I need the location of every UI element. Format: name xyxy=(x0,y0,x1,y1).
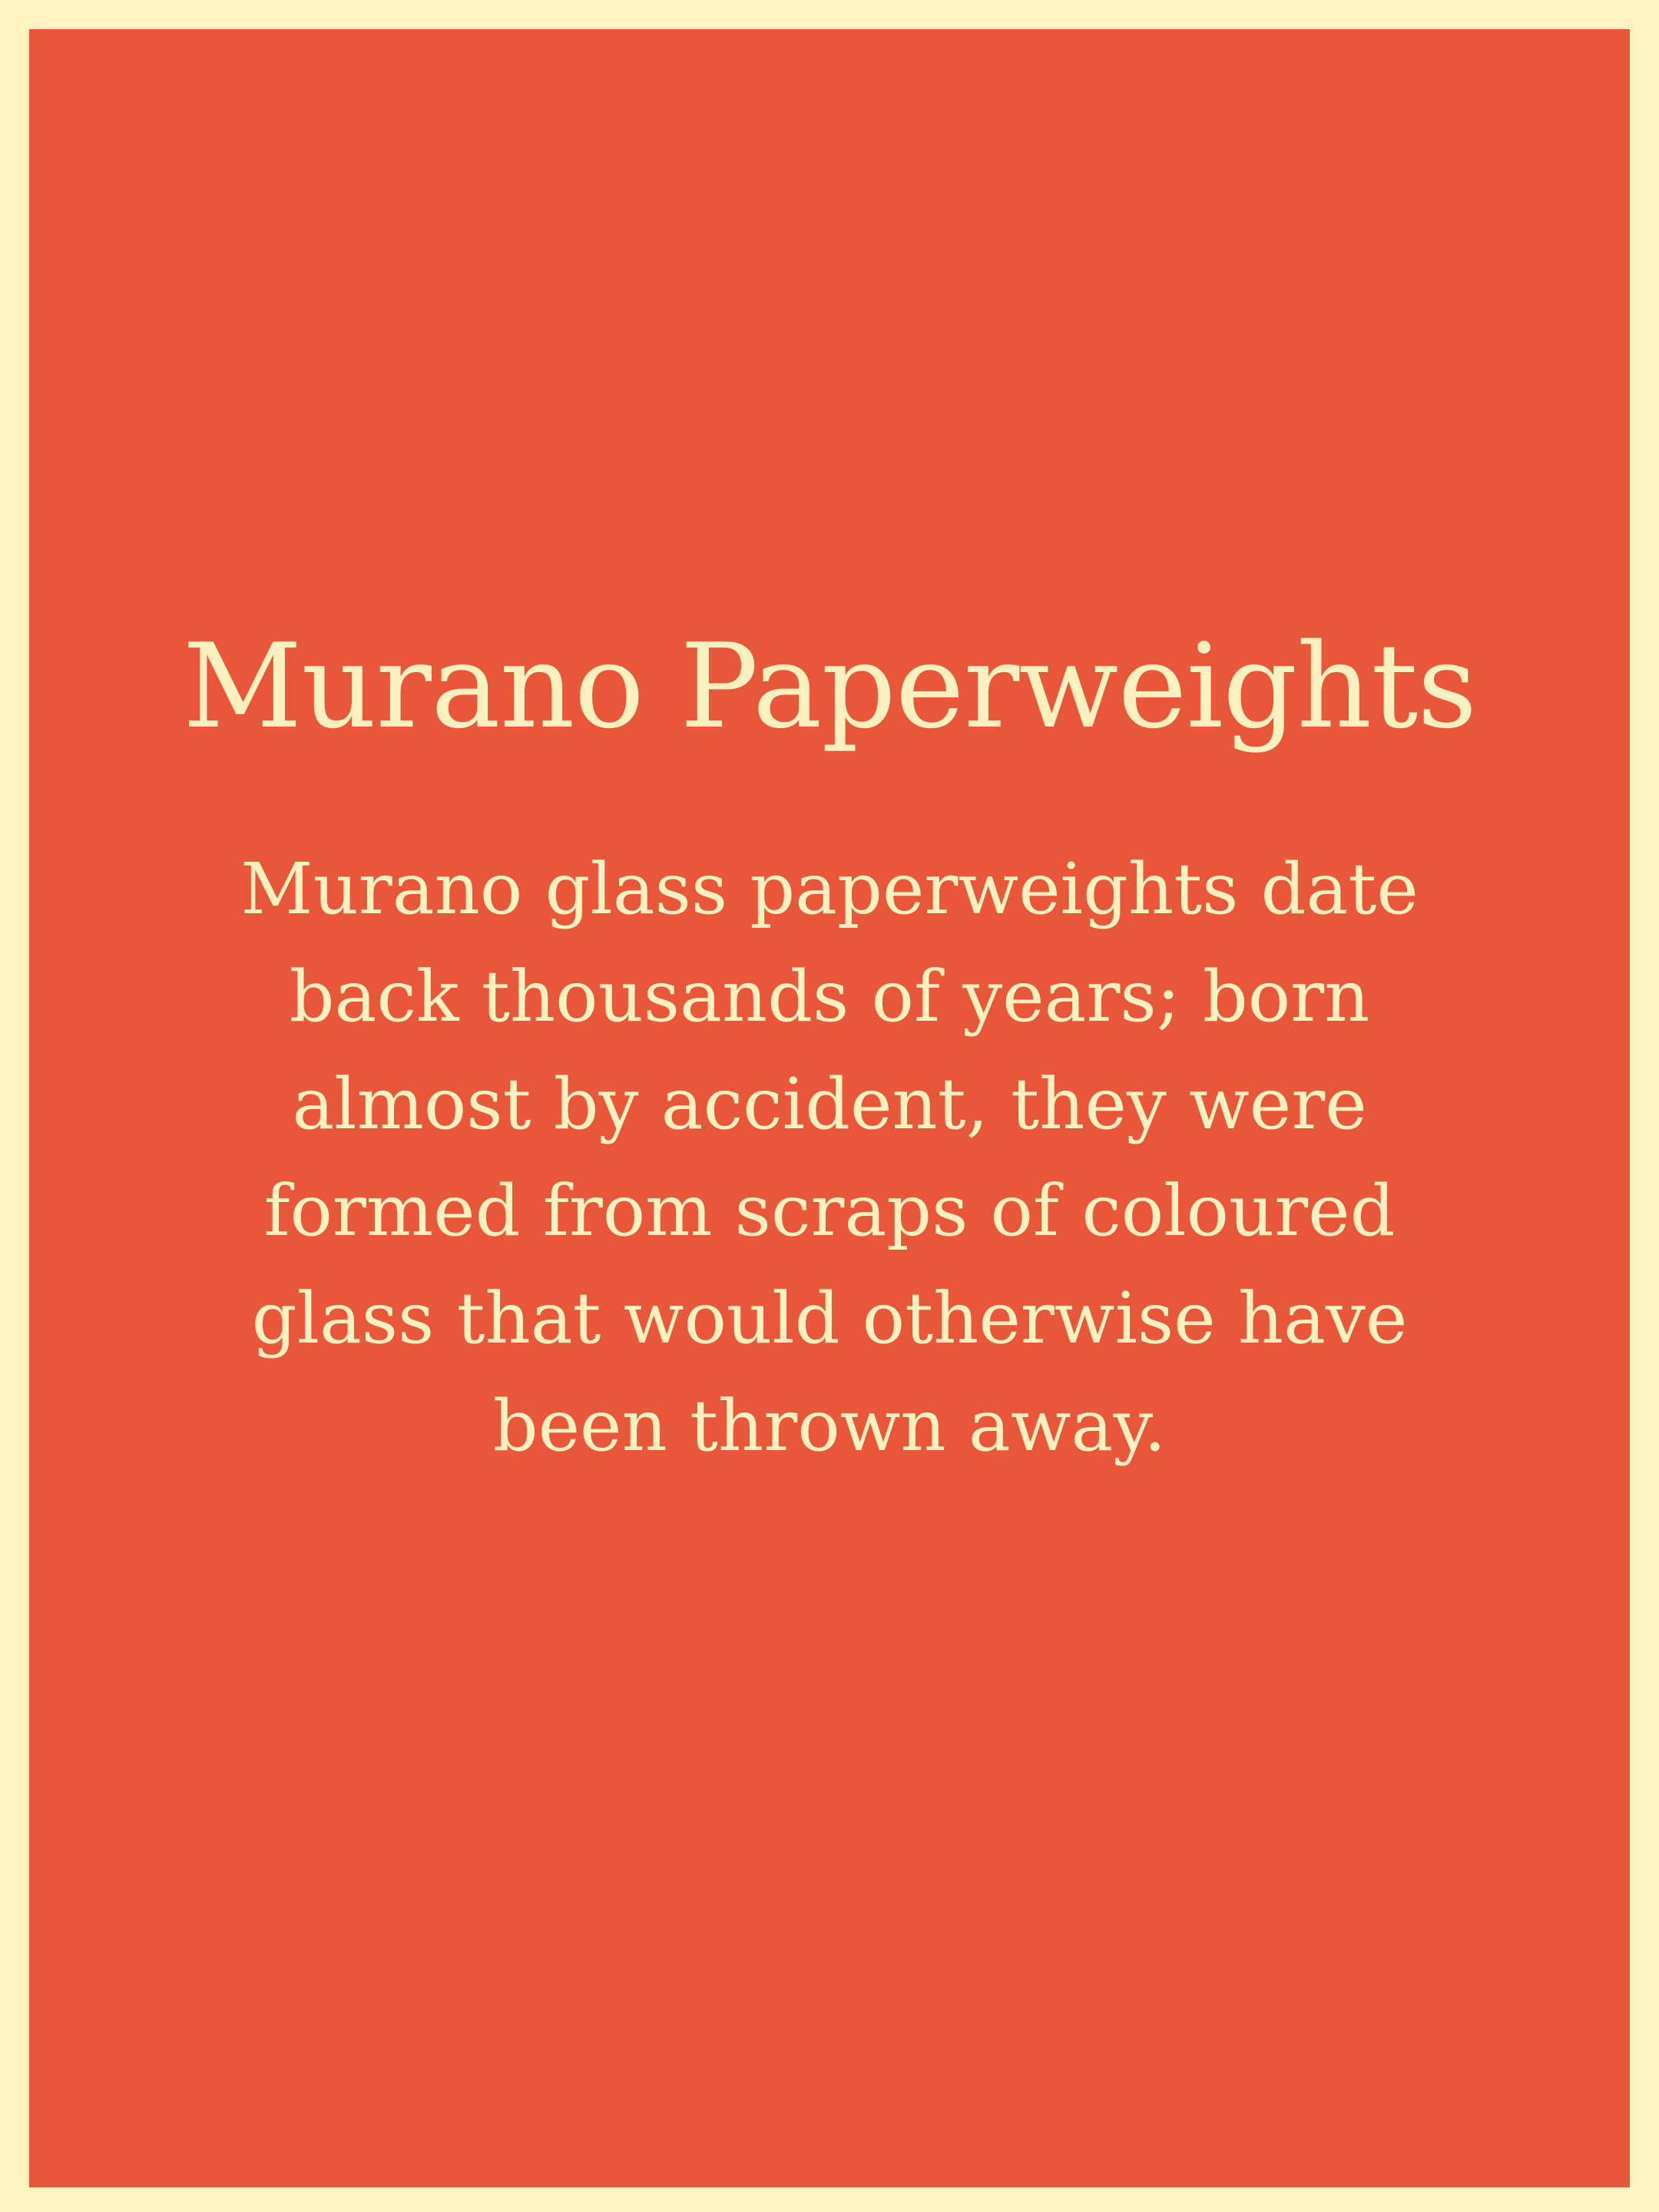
poster-card xyxy=(29,29,1630,2187)
body-paragraph: Murano glass paperweights date back thousands of years; born almost by accident, they were formed from scraps of coloured glass that would otherwise have been thrown away. xyxy=(240,848,1419,1468)
page-title: Murano Paperweights xyxy=(182,618,1477,754)
